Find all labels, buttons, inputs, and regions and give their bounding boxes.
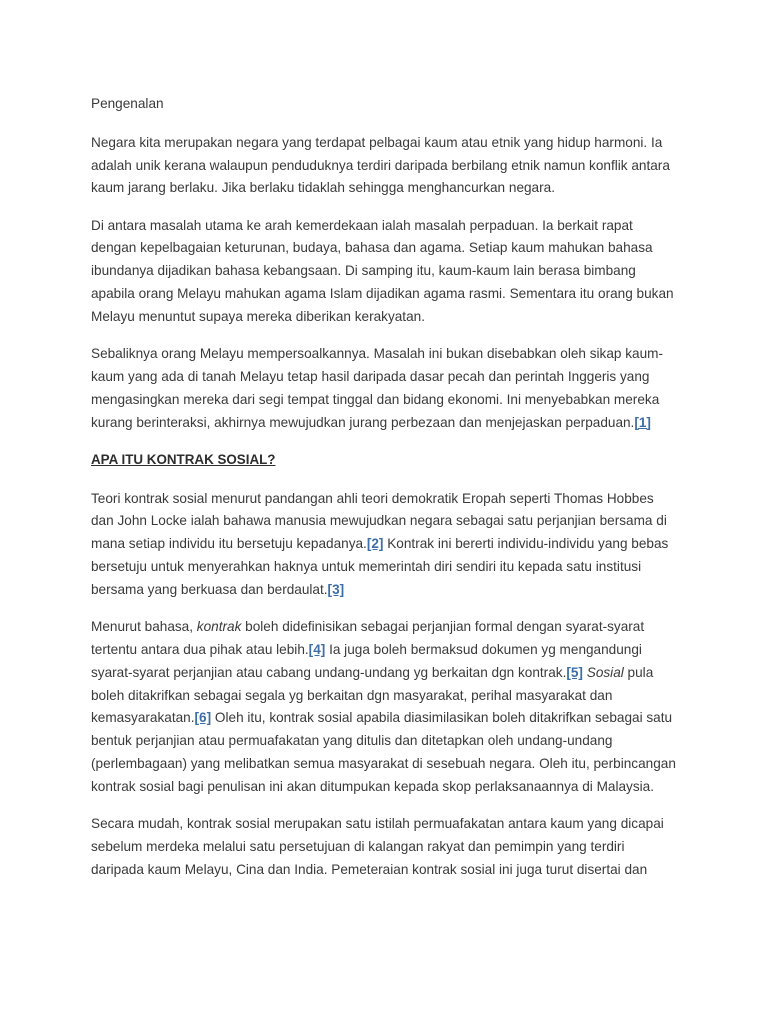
paragraph-5-text-b: boleh didefinisikan sebagai perjanjian formal dengan syarat-syarat tertentu antara dua pihak atau lebih. (91, 619, 645, 657)
term-kontrak: kontrak (196, 619, 242, 635)
paragraph-4 (91, 488, 680, 602)
footnote-ref-1[interactable]: [1] (634, 414, 651, 430)
paragraph-3 (91, 343, 680, 434)
paragraph-5-text-f: Oleh itu, kontrak sosial apabila diasimilasikan boleh ditakrifkan sebagai satu bentuk perjanjian atau permuafakatan yang ditulis dan ditetapkan oleh undang-undang (perlembagaan) yang melibatkan semua masyarakat di sesebuah negara. Oleh itu, perbincangan kontrak sosial bagi penulisan ini akan ditumpukan kepada skop perlaksanaannya di Malaysia. (91, 710, 676, 794)
paragraph-1: Negara kita merupakan negara yang terdapat pelbagai kaum atau etnik yang hidup harmoni. Ia adalah unik kerana walaupun penduduknya terdiri daripada berbilang etnik namun konflik antara kaum jarang berlaku. Jika berlaku tidaklah sehingga menghancurkan negara. (91, 134, 670, 196)
paragraph-3-text: Sebaliknya orang Melayu mempersoalkannya. Masalah ini bukan disebabkan oleh sikap kaum-kaum yang ada di tanah Melayu tetap hasil daripada dasar pecah dan perintah Inggeris yang mengasingkan mereka dari segi tempat tinggal dan bidang ekonomi. Ini menyebabkan mereka kurang berinteraksi, akhirnya mewujudkan jurang perbezaan dan menjejaskan perpaduan. (91, 346, 664, 430)
footnote-ref-5[interactable]: [5] (566, 664, 583, 680)
term-sosial: Sosial (586, 664, 624, 680)
footnote-ref-2[interactable]: [2] (366, 536, 384, 552)
paragraph-4-text-b: Kontrak ini bererti individu-individu yang bebas bersetuju untuk menyerahkan haknya untuk memerintah diri sendiri itu kepada satu institusi bersama yang berkuasa dan berdaulat. (91, 536, 669, 597)
intro-title: Pengenalan (91, 96, 164, 111)
paragraph-5 (91, 616, 680, 798)
footnote-ref-3[interactable]: [3] (327, 581, 345, 597)
paragraph-5-text-c: Ia juga boleh bermaksud dokumen yg mengandungi syarat-syarat perjanjian atau cabang undang-undang yg berkaitan dgn kontrak. (91, 641, 642, 680)
paragraph-2: Di antara masalah utama ke arah kemerdekaan ialah masalah perpaduan. Ia berkait rapat dengan kepelbagaian keturunan, budaya, bahasa dan agama. Setiap kaum mahukan bahasa ibundanya dijadikan bahasa kebangsaan. Di samping itu, kaum-kaum lain berasa bimbang apabila orang Melayu mahukan agama Islam dijadikan agama rasmi. Sementara itu orang bukan Melayu menuntut supaya mereka diberikan kerakyatan. (91, 217, 674, 324)
paragraph-5-text-e: pula boleh ditakrifkan sebagai segala yg berkaitan dgn masyarakat, perihal masyarakat dan kemasyarakatan. (91, 664, 654, 726)
paragraph-6: Secara mudah, kontrak sosial merupakan satu istilah permuafakatan antara kaum yang dicapai sebelum merdeka melalui satu persetujuan di kalangan rakyat dan pemimpin yang terdiri daripada kaum Melayu, Cina dan India. Pemeteraian kontrak sosial ini juga turut disertai dan (91, 816, 664, 877)
section-heading: APA ITU KONTRAK SOSIAL? (91, 451, 276, 467)
paragraph-5-text-a: Menurut bahasa, (91, 619, 197, 635)
paragraph-4-text-a: Teori kontrak sosial menurut pandangan ahli teori demokratik Eropah seperti Thomas Hobbes dan John Locke ialah bahawa manusia mewujudkan negara sebagai satu perjanjian bersama di mana setiap individu itu bersetuju kepadanya. (91, 490, 667, 552)
footnote-ref-6[interactable]: [6] (194, 710, 212, 726)
footnote-ref-4[interactable]: [4] (308, 641, 326, 657)
